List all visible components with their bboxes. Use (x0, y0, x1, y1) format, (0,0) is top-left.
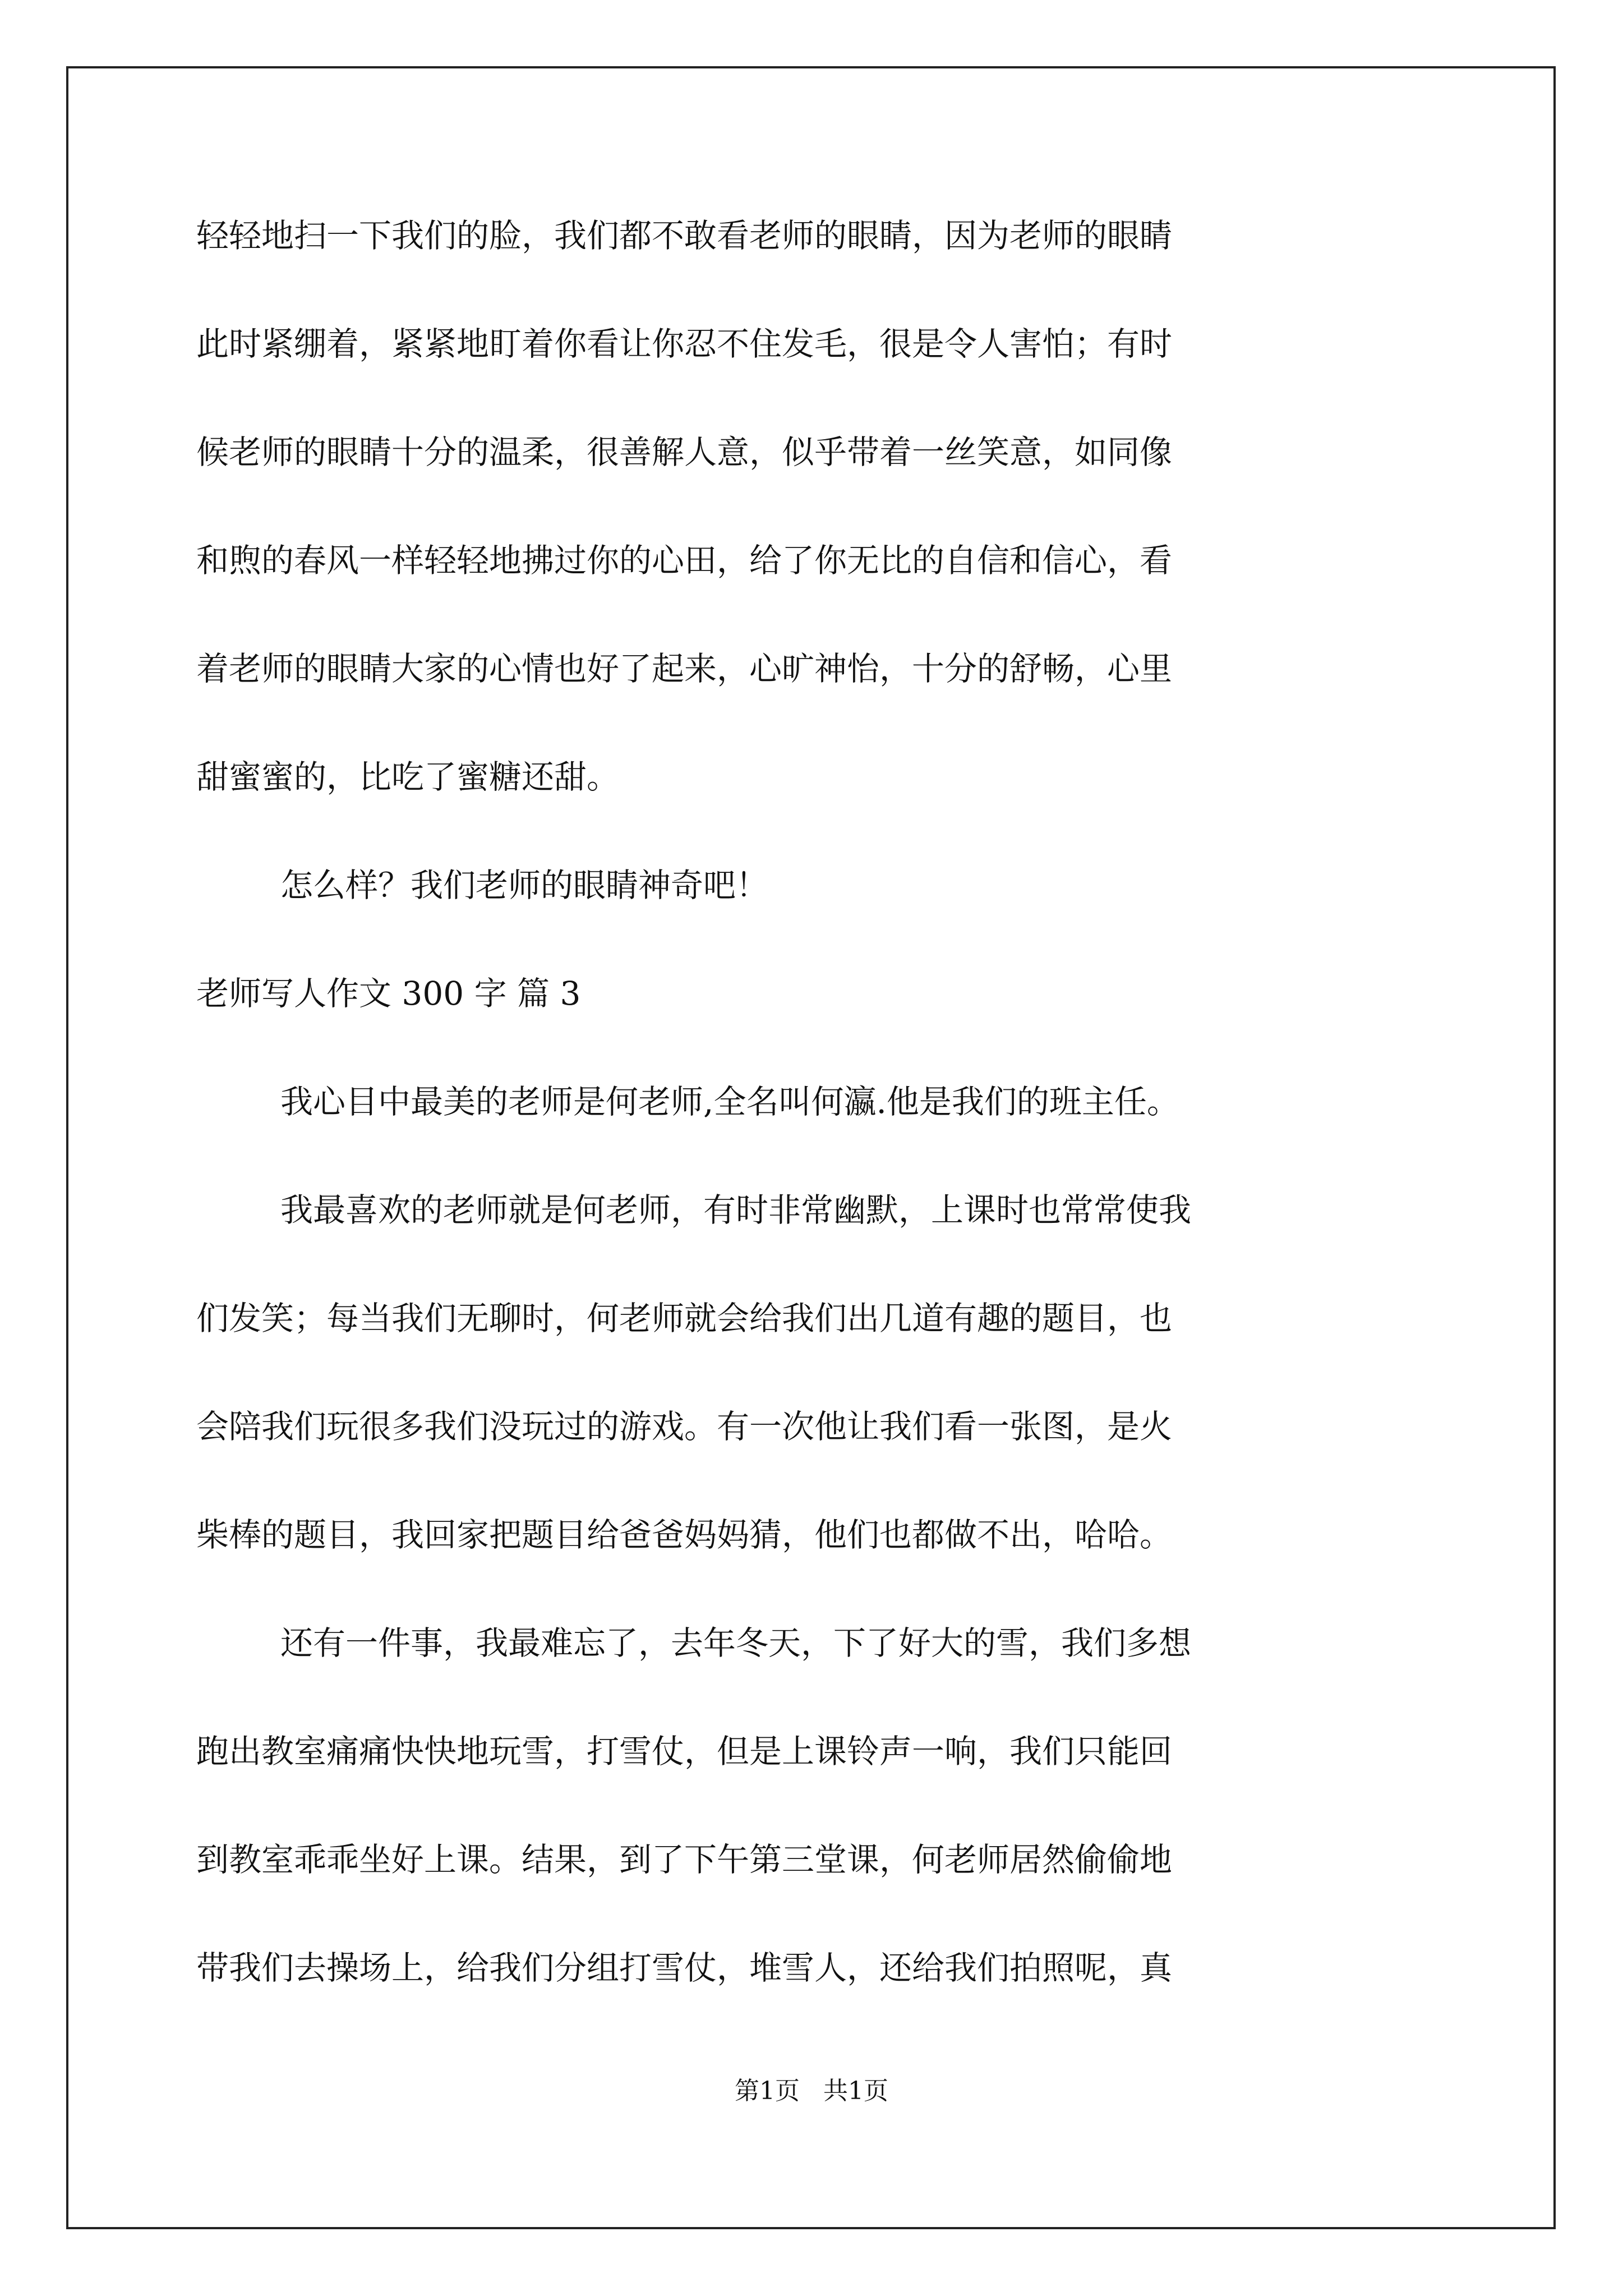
text-line: 还有一件事，我最难忘了，去年冬天，下了好大的雪，我们多想 (280, 1624, 1192, 1662)
text-line: 甜蜜蜜的，比吃了蜜糖还甜。 (196, 758, 620, 796)
section-heading: 老师写人作文 300 字 篇 3 (196, 974, 581, 1013)
text-line: 此时紧绷着，紧紧地盯着你看让你忍不住发毛，很是令人害怕；有时 (196, 325, 1173, 363)
page-number-current: 第1页 (735, 2077, 800, 2105)
text-line: 我最喜欢的老师就是何老师，有时非常幽默，上课时也常常使我 (280, 1191, 1192, 1229)
text-line: 带我们去操场上，给我们分组打雪仗，堆雪人，还给我们拍照呢，真 (196, 1949, 1173, 1987)
text-line: 候老师的眼睛十分的温柔，很善解人意，似乎带着一丝笑意，如同像 (196, 433, 1173, 471)
page-footer (0, 2077, 1623, 2105)
text-line: 柴棒的题目，我回家把题目给爸爸妈妈猜，他们也都做不出，哈哈。 (196, 1516, 1173, 1554)
text-line: 到教室乖乖坐好上课。结果，到了下午第三堂课，何老师居然偷偷地 (196, 1841, 1173, 1879)
text-line: 轻轻地扫一下我们的脸，我们都不敢看老师的眼睛，因为老师的眼睛 (196, 217, 1173, 255)
text-line: 会陪我们玩很多我们没玩过的游戏。有一次他让我们看一张图，是火 (196, 1407, 1173, 1446)
text-line: 我心目中最美的老师是何老师,全名叫何瀛.他是我们的班主任。 (280, 1083, 1179, 1121)
page-number-total: 共1页 (823, 2077, 888, 2105)
text-line: 们发笑；每当我们无聊时，何老师就会给我们出几道有趣的题目，也 (196, 1299, 1173, 1337)
text-line: 跑出教室痛痛快快地玩雪，打雪仗，但是上课铃声一响，我们只能回 (196, 1732, 1173, 1770)
text-line: 着老师的眼睛大家的心情也好了起来，心旷神怡，十分的舒畅，心里 (196, 650, 1173, 688)
document-body (196, 219, 1419, 2059)
text-line: 和煦的春风一样轻轻地拂过你的心田，给了你无比的自信和信心，看 (196, 541, 1173, 579)
text-line: 怎么样？我们老师的眼睛神奇吧！ (280, 866, 769, 904)
